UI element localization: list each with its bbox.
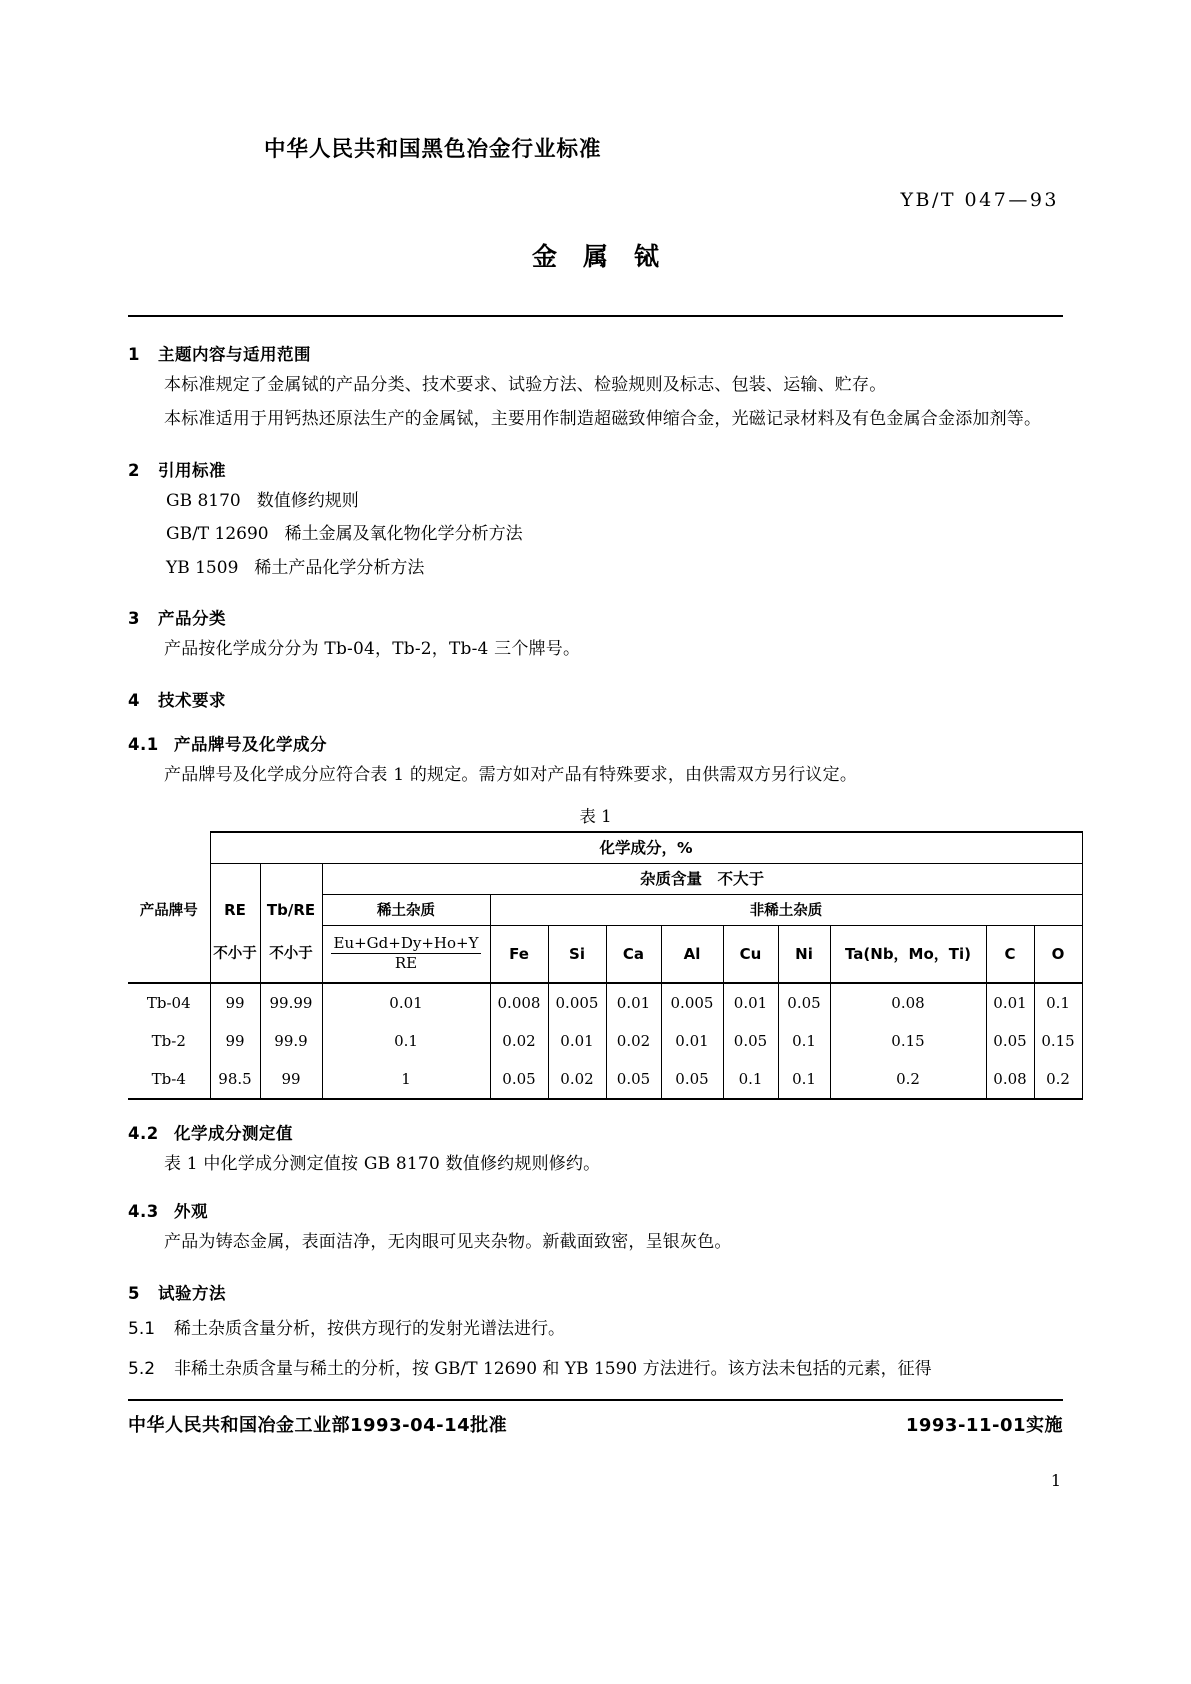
- cell-ca: 0.02: [606, 1022, 661, 1060]
- reference-code: YB 1509: [166, 557, 239, 578]
- header-element-ni: Ni: [778, 926, 830, 984]
- cell-tb-re: 99.9: [260, 1022, 322, 1060]
- cell-cu: 0.05: [723, 1022, 778, 1060]
- reference-item: [128, 555, 1063, 581]
- section-3-number: 3: [128, 609, 140, 629]
- national-standard-title: 中华人民共和国黑色冶金行业标准: [264, 137, 602, 162]
- footer-effective-date: 1993-11-01实施: [905, 1414, 1063, 1436]
- section-4-title: 技术要求: [158, 691, 226, 711]
- section-heading-4-3: [128, 1198, 1063, 1222]
- header-chemical-composition: 化学成分，%: [210, 832, 1082, 864]
- page-number: 1: [1050, 1470, 1061, 1490]
- document-header: [128, 0, 1063, 317]
- cell-brand: Tb-04: [128, 983, 210, 1022]
- section-heading-4-2: [128, 1120, 1063, 1144]
- section-4-3-title: 外观: [174, 1202, 208, 1222]
- header-spacer-cell-tbre: [260, 864, 322, 895]
- formula-numerator: Eu+Gd+Dy+Ho+Y: [331, 935, 482, 954]
- footer-divider: [128, 1399, 1063, 1401]
- document-title: 金属铽: [531, 242, 685, 271]
- header-impurity-content: 杂质含量 不大于: [322, 864, 1082, 895]
- header-re: RE: [210, 895, 260, 926]
- section-1-title: 主题内容与适用范围: [158, 345, 311, 364]
- cell-ca: 0.01: [606, 983, 661, 1022]
- section-4-1-paragraph-1: 产品牌号及化学成分应符合表 1 的规定。需方如对产品有特殊要求，由供需双方另行议定。: [164, 765, 858, 786]
- cell-brand: Tb-2: [128, 1022, 210, 1060]
- cell-re: 98.5: [210, 1060, 260, 1099]
- section-1-paragraph-1: 本标准规定了金属铽的产品分类、技术要求、试验方法、检验规则及标志、包装、运输、贮存。: [164, 375, 887, 395]
- header-brand-spacer: [128, 926, 210, 984]
- section-2-title: 引用标准: [158, 461, 226, 481]
- section-4-2-title: 化学成分测定值: [174, 1124, 293, 1144]
- cell-fe: 0.008: [490, 983, 548, 1022]
- cell-brand: Tb-4: [128, 1060, 210, 1099]
- table-header-row-impurity: [128, 864, 1082, 895]
- header-tb-re-limit: 不小于: [260, 926, 322, 984]
- section-heading-5: [128, 1280, 1063, 1304]
- reference-name: 数值修约规则: [256, 491, 359, 512]
- cell-tb-re: 99.99: [260, 983, 322, 1022]
- section-5-1-number: 5.1: [128, 1319, 156, 1340]
- section-4-2-paragraph-1: 表 1 中化学成分测定值按 GB 8170 数值修约规则修约。: [164, 1154, 601, 1175]
- cell-si: 0.005: [548, 983, 606, 1022]
- cell-ta: 0.08: [830, 983, 986, 1022]
- section-4-number: 4: [128, 691, 140, 711]
- header-element-al: Al: [661, 926, 723, 984]
- header-tb-re: Tb/RE: [260, 895, 322, 926]
- cell-rare-earth: 0.01: [322, 983, 490, 1022]
- section-4-2-number: 4.2: [128, 1124, 159, 1144]
- cell-rare-earth: 1: [322, 1060, 490, 1099]
- section-5-1-item: [128, 1316, 1063, 1343]
- header-element-cu: Cu: [723, 926, 778, 984]
- cell-ni: 0.1: [778, 1060, 830, 1099]
- cell-al: 0.01: [661, 1022, 723, 1060]
- cell-ca: 0.05: [606, 1060, 661, 1099]
- cell-rare-earth: 0.1: [322, 1022, 490, 1060]
- section-5-1-text: 稀土杂质含量分析，按供方现行的发射光谱法进行。: [174, 1319, 565, 1340]
- header-spacer-cell-re: [210, 864, 260, 895]
- section-heading-4-1: [128, 731, 1063, 755]
- section-heading-2: [128, 457, 1063, 481]
- table-header-row-group-all: [128, 832, 1082, 864]
- reference-code: GB 8170: [166, 491, 241, 512]
- section-4-3-paragraph-1: 产品为铸态金属，表面洁净，无肉眼可见夹杂物。新截面致密，呈银灰色。: [164, 1232, 732, 1253]
- cell-cu: 0.01: [723, 983, 778, 1022]
- cell-ni: 0.1: [778, 1022, 830, 1060]
- table-row: [128, 983, 1082, 1022]
- cell-re: 99: [210, 983, 260, 1022]
- cell-ta: 0.15: [830, 1022, 986, 1060]
- reference-code: GB/T 12690: [166, 524, 269, 545]
- header-rare-earth-formula: [322, 926, 490, 984]
- table-header-row-units: [128, 926, 1082, 984]
- header-element-c: C: [986, 926, 1034, 984]
- cell-re: 99: [210, 1022, 260, 1060]
- section-heading-4: [128, 687, 1063, 711]
- header-element-fe: Fe: [490, 926, 548, 984]
- cell-o: 0.1: [1034, 983, 1082, 1022]
- reference-name: 稀土产品化学分析方法: [254, 557, 425, 578]
- cell-cu: 0.1: [723, 1060, 778, 1099]
- header-element-si: Si: [548, 926, 606, 984]
- footer-approval: 中华人民共和国冶金工业部1993-04-14批准: [128, 1414, 508, 1436]
- header-non-rare-earth-impurity: 非稀土杂质: [490, 895, 1082, 926]
- footer-row: [128, 1411, 1063, 1437]
- section-4-3-number: 4.3: [128, 1202, 159, 1222]
- cell-ni: 0.05: [778, 983, 830, 1022]
- cell-c: 0.01: [986, 983, 1034, 1022]
- reference-item: [128, 521, 1063, 547]
- header-spacer-cell: [128, 832, 210, 864]
- table-row: [128, 1060, 1082, 1099]
- header-element-ta: Ta(Nb，Mo，Ti): [830, 926, 986, 984]
- section-4-1-number: 4.1: [128, 735, 159, 755]
- section-4-1-title: 产品牌号及化学成分: [174, 735, 327, 755]
- cell-c: 0.05: [986, 1022, 1034, 1060]
- section-5-2-item: [128, 1356, 1063, 1383]
- section-5-2-number: 5.2: [128, 1358, 156, 1379]
- cell-fe: 0.02: [490, 1022, 548, 1060]
- reference-name: 稀土金属及氧化物化学分析方法: [284, 524, 523, 545]
- section-3-paragraph-1: 产品按化学成分分为 Tb-04，Tb-2，Tb-4 三个牌号。: [164, 639, 581, 660]
- cell-si: 0.02: [548, 1060, 606, 1099]
- cell-tb-re: 99: [260, 1060, 322, 1099]
- section-heading-1: [128, 341, 1063, 365]
- cell-c: 0.08: [986, 1060, 1034, 1099]
- section-1-number: 1: [128, 345, 140, 364]
- section-1-paragraph-2: 本标准适用于用钙热还原法生产的金属铽，主要用作制造超磁致伸缩合金，光磁记录材料及有色金属合金添加剂等。: [164, 409, 1042, 430]
- section-5-title: 试验方法: [158, 1284, 226, 1304]
- header-divider: [128, 315, 1063, 317]
- section-2-number: 2: [128, 461, 140, 481]
- table-row: [128, 1022, 1082, 1060]
- table-header-row-categories: [128, 895, 1082, 926]
- reference-item: [128, 488, 1063, 514]
- header-product-brand: 产品牌号: [128, 895, 210, 926]
- header-rare-earth-impurity: 稀土杂质: [322, 895, 490, 926]
- standard-number: YB/T 047—93: [900, 189, 1059, 211]
- header-element-o: O: [1034, 926, 1082, 984]
- cell-o: 0.15: [1034, 1022, 1082, 1060]
- header-re-limit: 不小于: [210, 926, 260, 984]
- section-5-2-text: 非稀土杂质含量与稀土的分析，按 GB/T 12690 和 YB 1590 方法进行。该方法未包括的元素，征得: [174, 1358, 932, 1379]
- chemical-composition-table: [128, 831, 1083, 1100]
- cell-al: 0.005: [661, 983, 723, 1022]
- cell-ta: 0.2: [830, 1060, 986, 1099]
- cell-fe: 0.05: [490, 1060, 548, 1099]
- header-spacer-cell: [128, 864, 210, 895]
- section-3-title: 产品分类: [158, 609, 226, 629]
- cell-si: 0.01: [548, 1022, 606, 1060]
- cell-al: 0.05: [661, 1060, 723, 1099]
- section-5-number: 5: [128, 1284, 140, 1304]
- cell-o: 0.2: [1034, 1060, 1082, 1099]
- section-heading-3: [128, 605, 1063, 629]
- page-content: [128, 0, 1075, 1490]
- header-element-ca: Ca: [606, 926, 661, 984]
- table-caption: 表 1: [579, 807, 612, 827]
- formula-denominator: RE: [394, 954, 418, 973]
